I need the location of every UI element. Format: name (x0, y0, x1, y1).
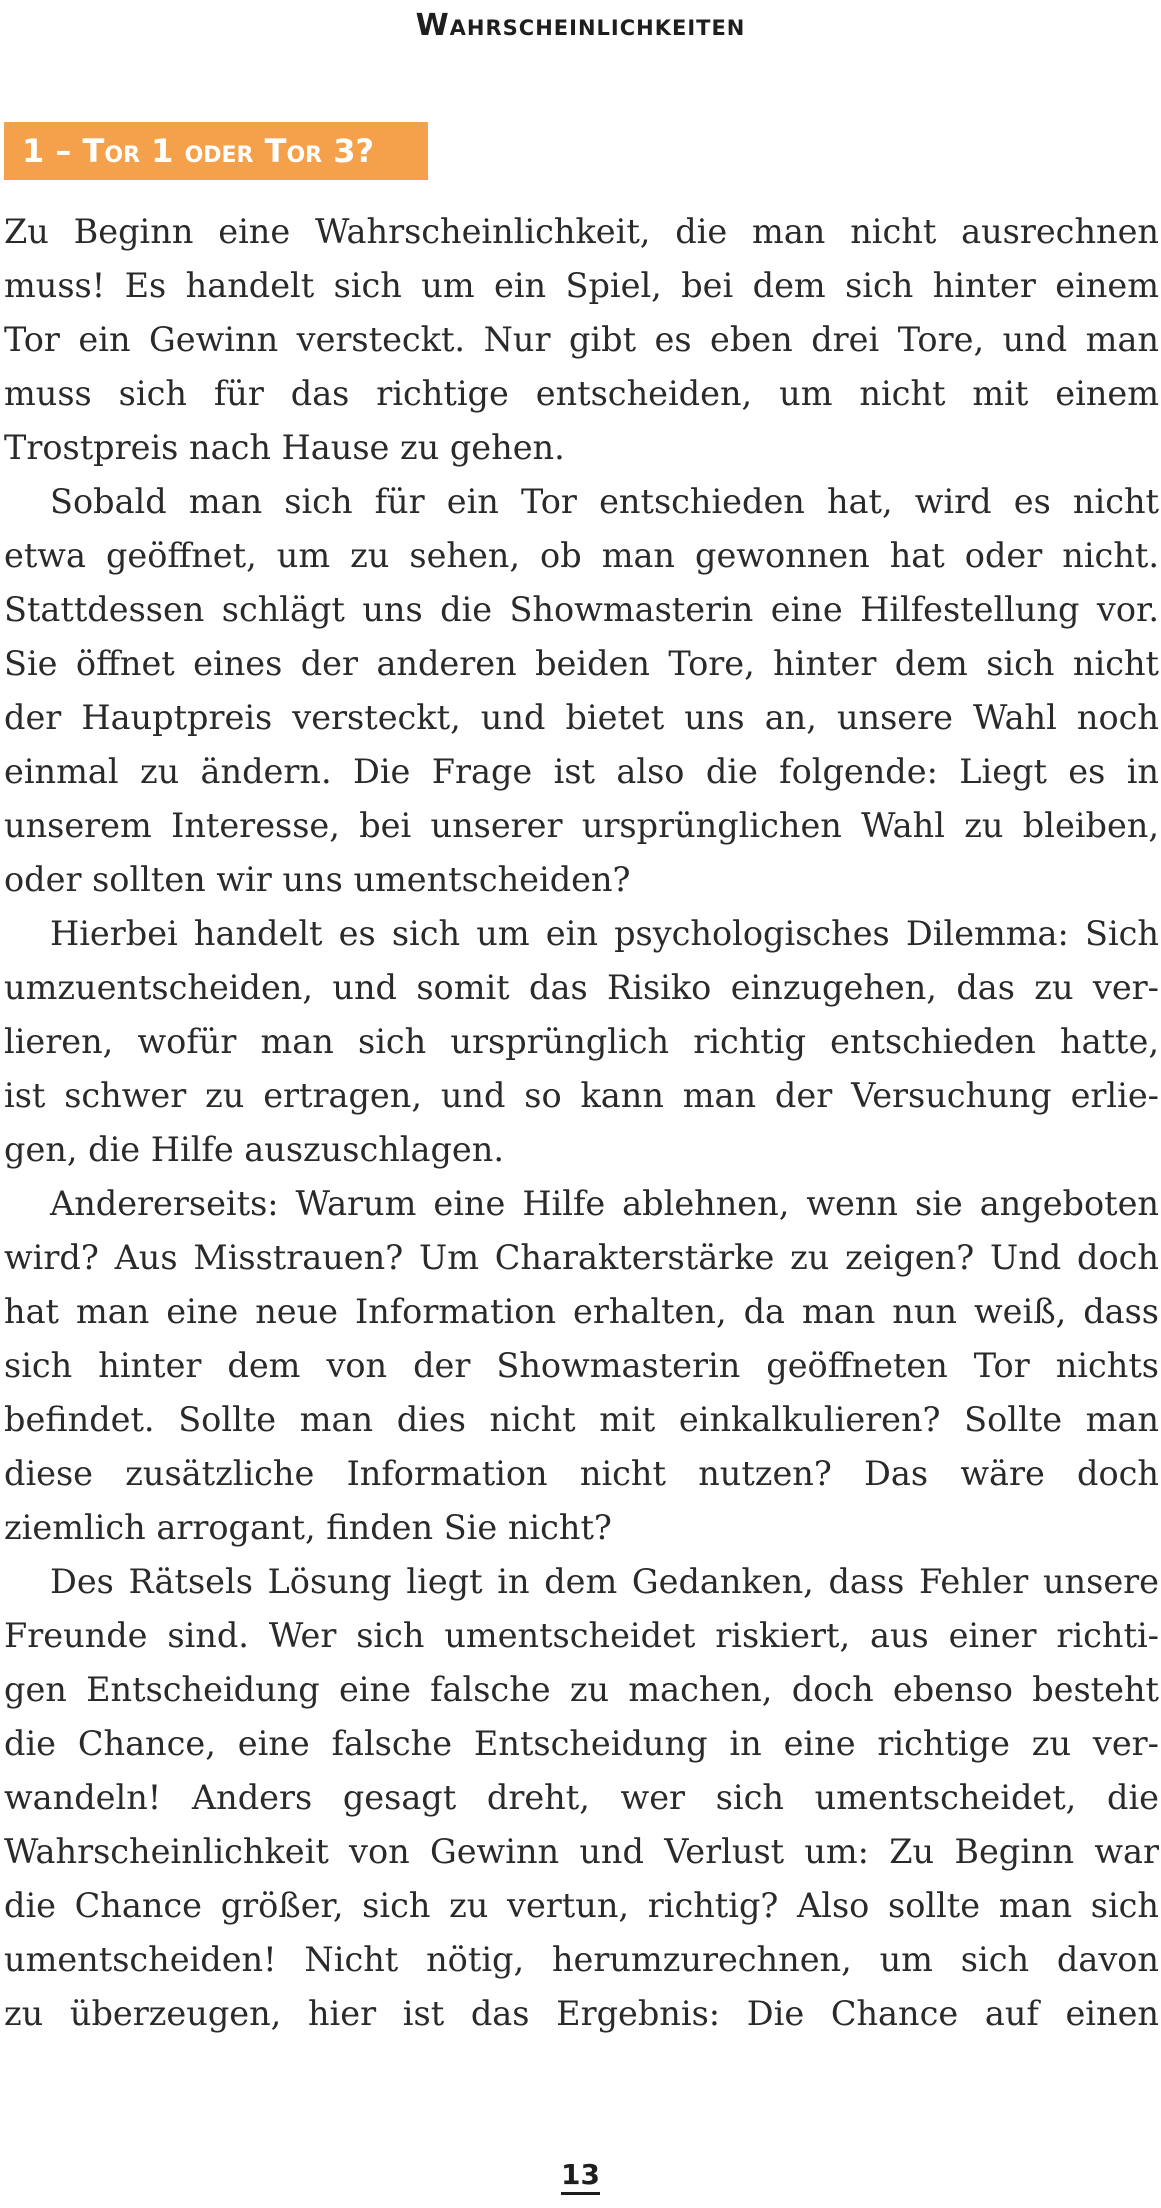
text-line: Sie öffnet eines der anderen beiden Tore, hinter dem sich nicht (4, 644, 1159, 683)
text-line: wandeln! Anders gesagt dreht, wer sich umentscheidet, die (4, 1778, 1159, 1817)
text-line: die Chance, eine falsche Entscheidung in eine richtige zu ver- (4, 1724, 1159, 1763)
text-line: Tor ein Gewinn versteckt. Nur gibt es eben drei Tore, und man (4, 320, 1159, 359)
text-line: hat man eine neue Information erhalten, da man nun weiß, dass (4, 1292, 1159, 1331)
text-line: Andererseits: Warum eine Hilfe ablehnen, wenn sie angeboten (50, 1184, 1159, 1223)
text-line: lieren, wofür man sich ursprünglich richtig entschieden hatte, (4, 1022, 1159, 1061)
text-line: gen, die Hilfe auszuschlagen. (4, 1130, 504, 1169)
text-line: Trostpreis nach Hause zu gehen. (4, 428, 565, 467)
text-line: der Hauptpreis versteckt, und bietet uns an, unsere Wahl noch (4, 698, 1159, 737)
text-line: unserem Interesse, bei unserer ursprünglichen Wahl zu bleiben, (4, 806, 1159, 845)
text-line: Stattdessen schlägt uns die Showmasterin eine Hilfestellung vor. (4, 590, 1159, 629)
text-line: gen Entscheidung eine falsche zu machen, doch ebenso besteht (4, 1670, 1159, 1709)
running-head: Wahrscheinlichkeiten (415, 8, 746, 43)
text-line: Wahrscheinlichkeit von Gewinn und Verlust um: Zu Beginn war (4, 1832, 1159, 1871)
page-number (0, 2158, 1161, 2191)
text-line: Freunde sind. Wer sich umentscheidet riskiert, aus einer richti- (4, 1616, 1159, 1655)
text-line: ziemlich arrogant, finden Sie nicht? (4, 1508, 612, 1547)
text-line: Zu Beginn eine Wahrscheinlichkeit, die man nicht ausrechnen (4, 212, 1159, 251)
text-line: wird? Aus Misstrauen? Um Charakterstärke zu zeigen? Und doch (4, 1238, 1159, 1277)
text-line: Hierbei handelt es sich um ein psychologisches Dilemma: Sich (50, 914, 1159, 953)
text-line: zu überzeugen, hier ist das Ergebnis: Die Chance auf einen (4, 1994, 1159, 2033)
text-line: befindet. Sollte man dies nicht mit einkalkulieren? Sollte man (4, 1400, 1159, 1439)
text-line: die Chance größer, sich zu vertun, richtig? Also sollte man sich (4, 1886, 1159, 1925)
page-number-text: 13 (561, 2158, 600, 2195)
text-line: umzuentscheiden, und somit das Risiko einzugehen, das zu ver- (4, 968, 1159, 1007)
text-line: ist schwer zu ertragen, und so kann man der Versuchung erlie- (4, 1076, 1159, 1115)
text-line: Des Rätsels Lösung liegt in dem Gedanken, dass Fehler unsere (50, 1562, 1159, 1601)
text-line: Sobald man sich für ein Tor entschieden hat, wird es nicht (50, 482, 1159, 521)
text-line: einmal zu ändern. Die Frage ist also die folgende: Liegt es in (4, 752, 1159, 791)
text-line: umentscheiden! Nicht nötig, herumzurechnen, um sich davon (4, 1940, 1159, 1979)
text-line: muss sich für das richtige entscheiden, um nicht mit einem (4, 374, 1159, 413)
text-line: diese zusätzliche Information nicht nutzen? Das wäre doch (4, 1454, 1159, 1493)
text-line: sich hinter dem von der Showmasterin geöffneten Tor nichts (4, 1346, 1159, 1385)
body-text (4, 205, 1159, 2041)
text-line: etwa geöffnet, um zu sehen, ob man gewonnen hat oder nicht. (4, 536, 1159, 575)
text-line: oder sollten wir uns umentscheiden? (4, 860, 631, 899)
text-line: muss! Es handelt sich um ein Spiel, bei dem sich hinter einem (4, 266, 1159, 305)
section-label: 1 – Tor 1 oder Tor 3? (4, 122, 428, 180)
